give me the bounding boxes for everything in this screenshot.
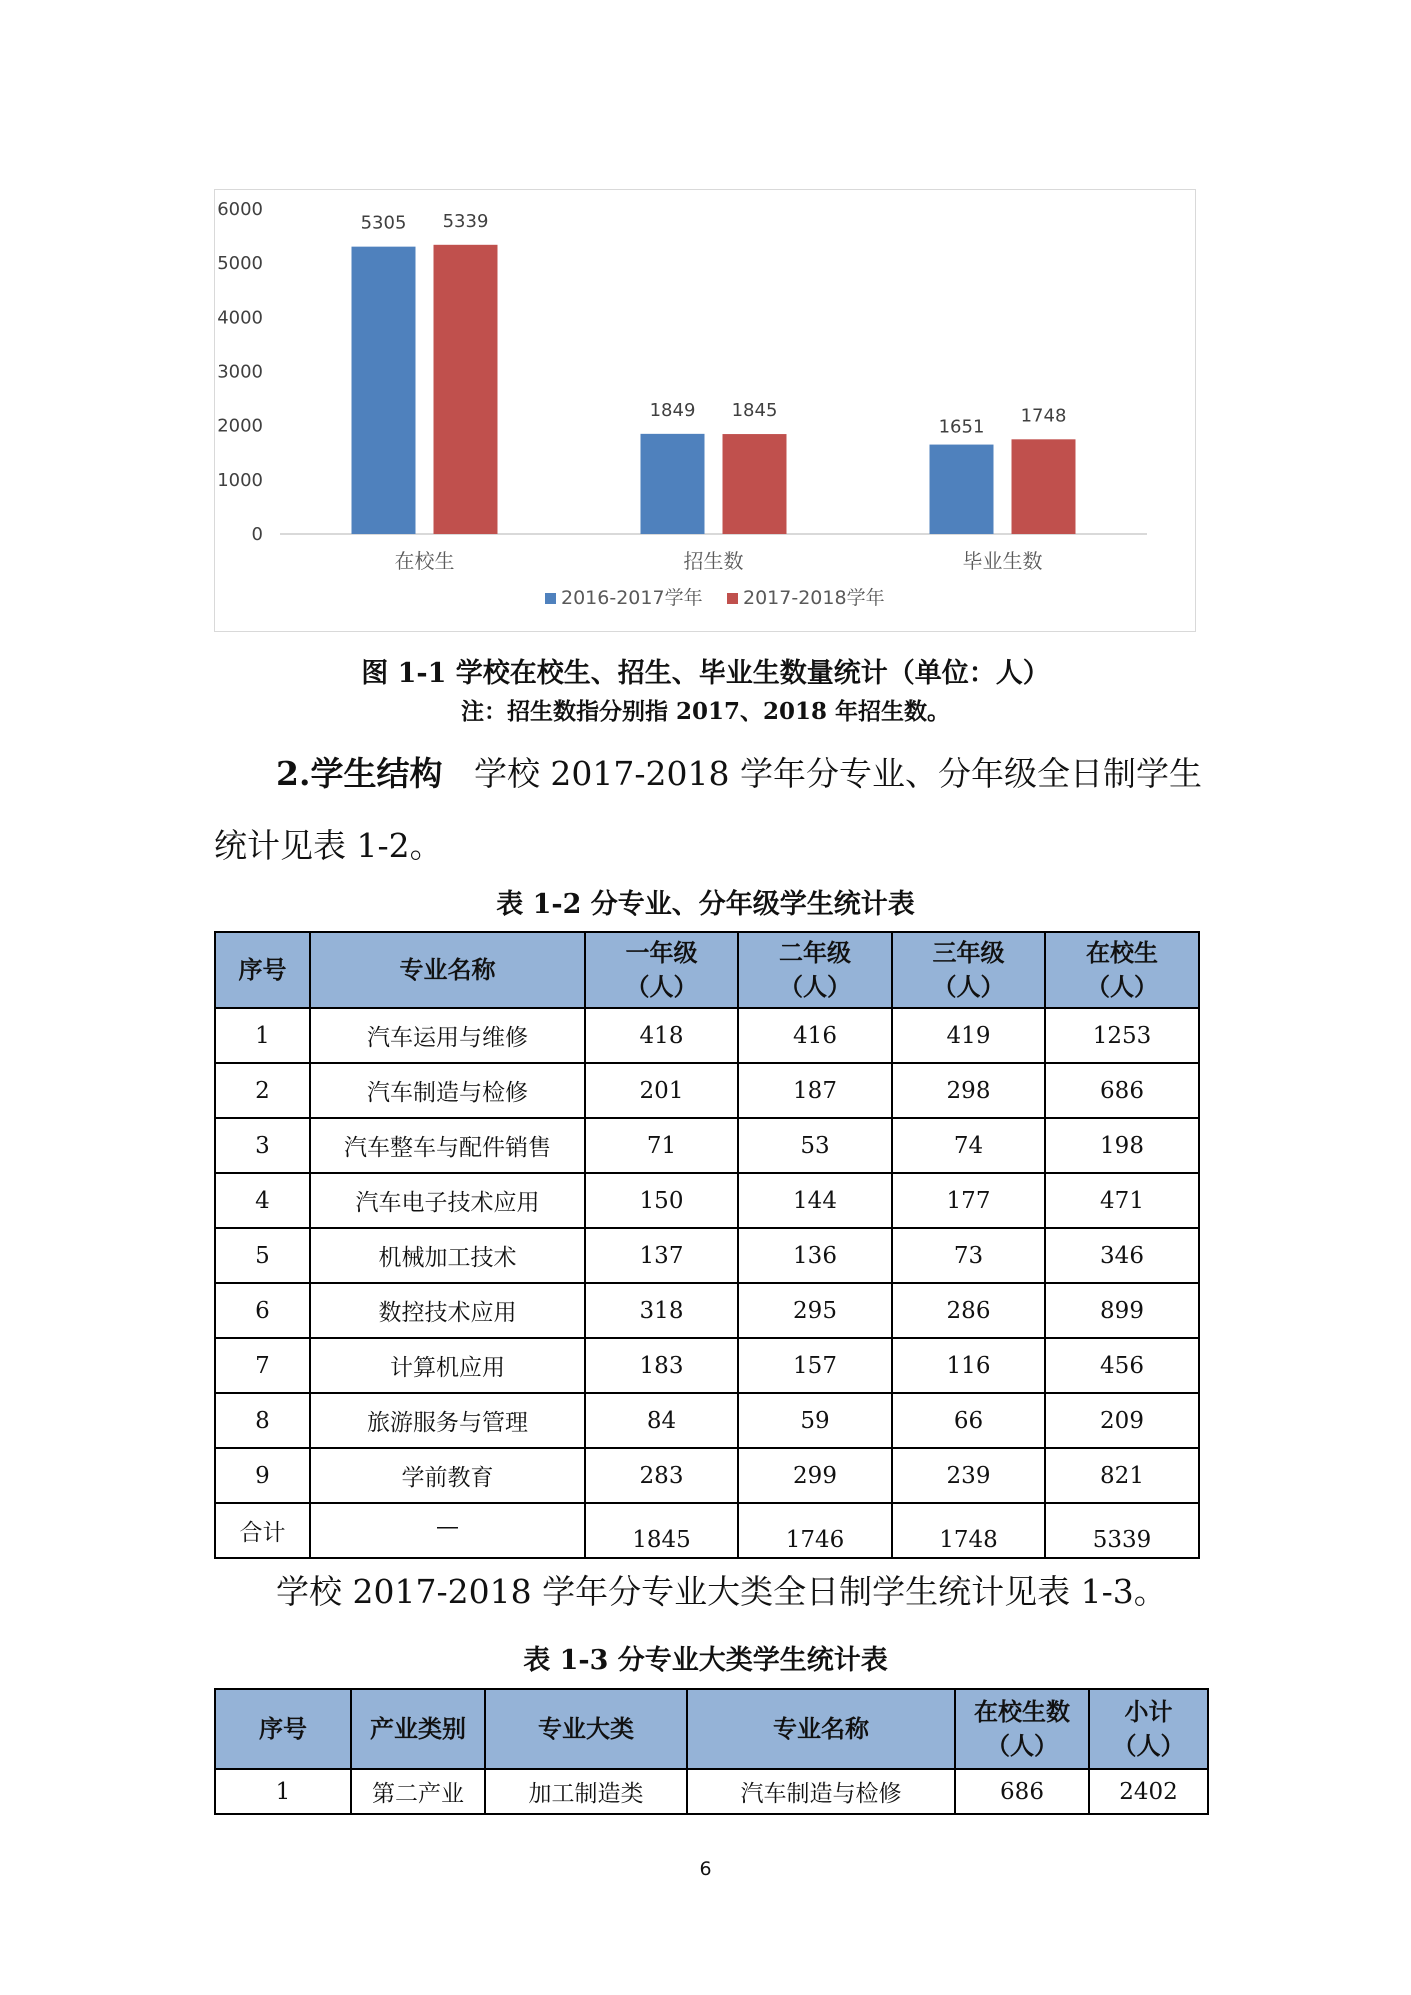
table-cell: 5: [215, 1228, 310, 1283]
legend-label: 2016-2017学年: [561, 587, 703, 609]
header-cell: 三年级 （人）: [892, 932, 1045, 1008]
table-cell: 416: [738, 1008, 892, 1063]
data-label: 1651: [938, 416, 985, 438]
header-cell: 序号: [215, 1689, 351, 1769]
bar: [352, 247, 416, 534]
table-cell: 旅游服务与管理: [310, 1393, 585, 1448]
table-cell: 299: [738, 1448, 892, 1503]
table-1-2-title: 表 1-2 分专业、分年级学生统计表: [496, 889, 915, 920]
header-cell: 在校生数 （人）: [955, 1689, 1089, 1769]
table-cell: 4: [215, 1173, 310, 1228]
table-cell: 3: [215, 1118, 310, 1173]
table-cell: 84: [585, 1393, 738, 1448]
table-cell: 数控技术应用: [310, 1283, 585, 1338]
data-label: 1849: [649, 399, 696, 421]
table-cell: 177: [892, 1173, 1045, 1228]
table-cell: 学前教育: [310, 1448, 585, 1503]
table-cell: 1: [215, 1008, 310, 1063]
table-1-3: [214, 1688, 1209, 1815]
table-cell: 286: [892, 1283, 1045, 1338]
bar: [1012, 439, 1076, 534]
total-cell: 1845: [585, 1503, 738, 1558]
table-cell: 298: [892, 1063, 1045, 1118]
figure-note: 注：招生数指分别指 2017、2018 年招生数。: [460, 698, 951, 725]
legend-label: 2017-2018学年: [743, 587, 885, 609]
table-cell: 66: [892, 1393, 1045, 1448]
table-cell: 157: [738, 1338, 892, 1393]
y-tick-label: 5000: [217, 253, 263, 275]
table-cell: 136: [738, 1228, 892, 1283]
table-cell: 201: [585, 1063, 738, 1118]
data-label: 1748: [1020, 405, 1067, 427]
bar-chart: [214, 189, 1196, 632]
header-cell: 专业大类: [485, 1689, 687, 1769]
table-cell: 150: [585, 1173, 738, 1228]
table-cell: 汽车整车与配件销售: [310, 1118, 585, 1173]
table-cell: 汽车制造与检修: [687, 1769, 955, 1814]
table-row: [215, 1008, 1199, 1063]
table-cell: 汽车电子技术应用: [310, 1173, 585, 1228]
table-cell: 686: [955, 1769, 1089, 1814]
paragraph-text: 学校 2017-2018 学年分专业、分年级全日制学生统计见表 1-2。: [214, 754, 1203, 865]
table-cell: 第二产业: [351, 1769, 485, 1814]
table-row: [215, 1448, 1199, 1503]
table-cell: 899: [1045, 1283, 1199, 1338]
table-cell: 137: [585, 1228, 738, 1283]
table-cell: 183: [585, 1338, 738, 1393]
x-category-label: 招生数: [683, 549, 744, 573]
table-cell: 6: [215, 1283, 310, 1338]
section-heading: 2.学生结构: [276, 754, 443, 793]
total-cell: 5339: [1045, 1503, 1199, 1558]
y-tick-label: 1000: [217, 469, 263, 491]
total-cell: 1746: [738, 1503, 892, 1558]
header-cell: 小计 （人）: [1089, 1689, 1208, 1769]
table-cell: 116: [892, 1338, 1045, 1393]
table-row: [215, 1769, 1208, 1814]
table-cell: 53: [738, 1118, 892, 1173]
table-cell: 346: [1045, 1228, 1199, 1283]
table-cell: 9: [215, 1448, 310, 1503]
bar: [930, 445, 994, 534]
y-tick-label: 2000: [217, 415, 263, 437]
x-category-label: 在校生: [394, 549, 455, 573]
header-cell: 二年级 （人）: [738, 932, 892, 1008]
table-1-3-title: 表 1-3 分专业大类学生统计表: [523, 1645, 888, 1676]
table-cell: 加工制造类: [485, 1769, 687, 1814]
table-cell: 71: [585, 1118, 738, 1173]
header-cell: 专业名称: [687, 1689, 955, 1769]
table-cell: 计算机应用: [310, 1338, 585, 1393]
table-cell: 419: [892, 1008, 1045, 1063]
table-row: [215, 1173, 1199, 1228]
table-cell: 73: [892, 1228, 1045, 1283]
table-row: [215, 1283, 1199, 1338]
data-label: 5339: [442, 210, 489, 232]
table-1-2: [214, 931, 1200, 1559]
table-cell: 209: [1045, 1393, 1199, 1448]
paragraph-table-1-3-intro: 学校 2017-2018 学年分专业大类全日制学生统计见表 1-3。: [276, 1572, 1167, 1611]
table-row: [215, 1338, 1199, 1393]
table-cell: 2: [215, 1063, 310, 1118]
x-category-label: 毕业生数: [962, 549, 1043, 573]
header-cell: 一年级 （人）: [585, 932, 738, 1008]
table-cell: 汽车运用与维修: [310, 1008, 585, 1063]
bar: [434, 245, 498, 534]
y-tick-label: 0: [251, 524, 263, 545]
table-header-row: [215, 932, 1199, 1008]
table-cell: 144: [738, 1173, 892, 1228]
table-cell: 471: [1045, 1173, 1199, 1228]
total-cell: 1748: [892, 1503, 1045, 1558]
table-cell: 8: [215, 1393, 310, 1448]
bar: [723, 434, 787, 534]
table-cell: 汽车制造与检修: [310, 1063, 585, 1118]
header-cell: 在校生 （人）: [1045, 932, 1199, 1008]
table-cell: 821: [1045, 1448, 1199, 1503]
table-cell: 418: [585, 1008, 738, 1063]
table-cell: 187: [738, 1063, 892, 1118]
table-row: [215, 1118, 1199, 1173]
legend-swatch: [545, 593, 556, 604]
header-cell: 序号: [215, 932, 310, 1008]
data-label: 5305: [360, 212, 407, 234]
table-cell: 机械加工技术: [310, 1228, 585, 1283]
table-cell: 198: [1045, 1118, 1199, 1173]
table-cell: 59: [738, 1393, 892, 1448]
y-tick-label: 4000: [217, 307, 263, 329]
legend-swatch: [727, 593, 738, 604]
chart-canvas: [215, 190, 1197, 633]
bar: [641, 434, 705, 534]
total-cell: 合计: [215, 1503, 310, 1558]
table-row: [215, 1228, 1199, 1283]
table-total-row: [215, 1503, 1199, 1558]
header-cell: 专业名称: [310, 932, 585, 1008]
table-cell: 2402: [1089, 1769, 1208, 1814]
y-tick-label: 3000: [217, 361, 263, 383]
table-cell: 1: [215, 1769, 351, 1814]
table-cell: 686: [1045, 1063, 1199, 1118]
table-header-row: [215, 1689, 1208, 1769]
table-cell: 295: [738, 1283, 892, 1338]
table-cell: 318: [585, 1283, 738, 1338]
total-cell: —: [310, 1503, 585, 1558]
table-row: [215, 1063, 1199, 1118]
table-cell: 239: [892, 1448, 1045, 1503]
data-label: 1845: [731, 400, 778, 422]
figure-caption: 图 1-1 学校在校生、招生、毕业生数量统计（单位：人）: [361, 658, 1050, 689]
header-cell: 产业类别: [351, 1689, 485, 1769]
y-tick-label: 6000: [217, 199, 263, 220]
paragraph-student-structure: [214, 738, 1204, 882]
table-cell: 1253: [1045, 1008, 1199, 1063]
table-cell: 74: [892, 1118, 1045, 1173]
table-cell: 283: [585, 1448, 738, 1503]
table-cell: 456: [1045, 1338, 1199, 1393]
page-number: 6: [699, 1858, 712, 1880]
table-cell: 7: [215, 1338, 310, 1393]
table-row: [215, 1393, 1199, 1448]
